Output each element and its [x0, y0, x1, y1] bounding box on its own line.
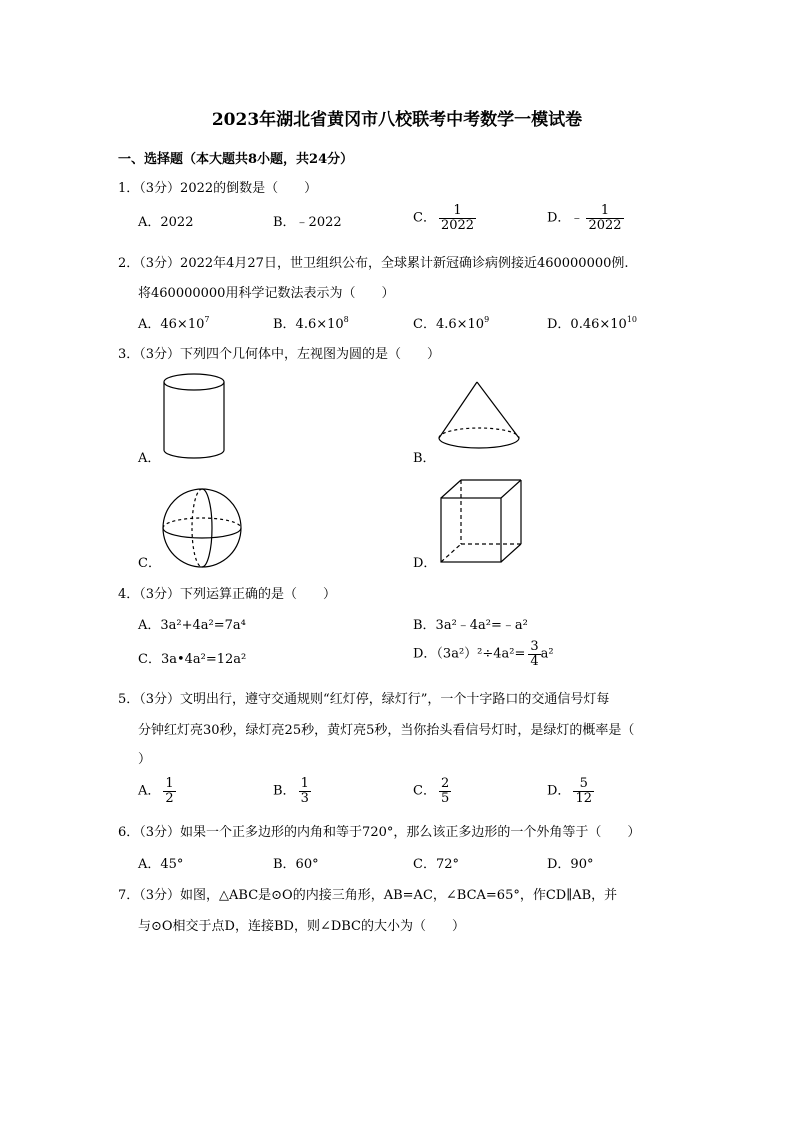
q4-option-c: C．3a•4a²=12a²	[138, 652, 247, 667]
q2-option-c	[413, 313, 489, 332]
q5-b-denominator: 3	[300, 790, 309, 806]
q1-option-d	[547, 204, 624, 232]
question-4-stem: 4．（3分）下列运算正确的是（ ）	[118, 587, 337, 602]
question-5-stem-line2: 分钟红灯亮30秒，绿灯亮25秒，黄灯亮5秒，当你抬头看信号灯时，是绿灯的概率是（	[138, 723, 635, 738]
q1-option-a: A．2022	[138, 215, 194, 230]
q2-d-exponent: 10	[626, 315, 637, 324]
question-3-stem: 3．（3分）下列四个几何体中，左视图为圆的是（ ）	[118, 347, 441, 362]
cube-figure	[437, 476, 527, 568]
question-6-stem: 6．（3分）如果一个正多边形的内角和等于720°，那么该正多边形的一个外角等于（ ）	[118, 825, 641, 840]
q4-d-fraction	[528, 640, 540, 668]
q2-option-a	[138, 313, 209, 332]
q1-option-c-label: C．	[413, 210, 436, 226]
q5-option-d	[547, 777, 594, 805]
q1-option-c	[413, 204, 476, 232]
q1-c-denominator: 2022	[440, 217, 475, 233]
page-title: 2023年湖北省黄冈市八校联考中考数学一模试卷	[211, 110, 583, 130]
q2-c-base: C．4.6×10	[413, 317, 485, 332]
question-5-stem-line1: 5．（3分）文明出行，遵守交通规则“红灯停，绿灯行”，一个十字路口的交通信号灯每	[118, 692, 610, 707]
q5-c-fraction	[439, 777, 451, 805]
question-7-stem-line2: 与⊙O相交于点D，连接BD，则∠DBC的大小为（ ）	[138, 919, 466, 934]
q5-a-numerator: 1	[165, 776, 174, 791]
q5-option-c	[413, 777, 451, 805]
q2-option-b	[273, 313, 349, 332]
q5-option-b	[273, 777, 311, 805]
q5-c-numerator: 2	[440, 776, 450, 791]
question-5-stem-line3: ）	[138, 752, 152, 767]
q2-a-base: A．46×10	[138, 317, 205, 332]
q2-a-exponent: 7	[204, 315, 210, 324]
question-7-stem-line1: 7．（3分）如图，△ABC是⊙O的内接三角形，AB=AC，∠BCA=65°，作CD∥AB，并	[118, 888, 618, 903]
q5-d-fraction	[573, 777, 594, 805]
q5-d-denominator: 12	[575, 790, 592, 806]
q1-option-b: B．﹣2022	[273, 215, 342, 230]
question-1-stem: 1．（3分）2022的倒数是（ ）	[118, 181, 318, 196]
q5-option-a	[138, 777, 176, 805]
q3-option-a-label: A．	[138, 451, 161, 466]
q5-b-fraction	[299, 777, 311, 805]
q5-b-numerator: 1	[300, 776, 309, 791]
q5-d-numerator: 5	[573, 777, 594, 792]
q4-d-right: a²	[540, 646, 554, 662]
q4-option-a: A．3a²+4a²=7a⁴	[138, 618, 246, 633]
q1-c-numerator: 1	[439, 204, 476, 219]
cone-figure	[435, 380, 525, 452]
q6-option-d: D．90°	[547, 857, 594, 872]
q1-option-c-fraction	[439, 204, 476, 232]
q2-b-base: B．4.6×10	[273, 317, 344, 332]
q1-option-d-label: D．﹣	[547, 210, 584, 226]
q6-option-a: A．45°	[138, 857, 184, 872]
q5-b-label: B．	[273, 783, 296, 799]
q4-option-d	[413, 640, 554, 668]
q2-b-exponent: 8	[343, 315, 349, 324]
q5-a-denominator: 2	[165, 790, 174, 806]
q1-d-numerator: 1	[586, 204, 623, 219]
q3-option-d-label: D．	[413, 556, 437, 571]
q2-option-d	[547, 313, 637, 332]
q5-a-label: A．	[138, 783, 161, 799]
q5-a-fraction	[163, 777, 175, 805]
q1-d-denominator: 2022	[588, 217, 622, 233]
q5-c-denominator: 5	[440, 790, 450, 806]
q4-d-left: D．（3a²）²÷4a²=	[413, 646, 526, 662]
q5-d-label: D．	[547, 783, 571, 799]
q3-option-c-label: C．	[138, 556, 161, 571]
q3-option-b-label: B．	[413, 451, 436, 466]
q4-d-denominator: 4	[530, 653, 539, 669]
sphere-figure	[160, 486, 246, 572]
q2-d-base: D．0.46×10	[547, 317, 627, 332]
q4-option-b: B．3a²﹣4a²=﹣a²	[413, 618, 528, 633]
q1-option-d-fraction	[586, 204, 623, 232]
question-2-stem-line1: 2．（3分）2022年4月27日，世卫组织公布，全球累计新冠确诊病例接近460000000例.	[118, 256, 629, 271]
q6-option-c: C．72°	[413, 857, 459, 872]
q5-c-label: C．	[413, 783, 436, 799]
section-heading: 一、选择题（本大题共8小题，共24分）	[118, 152, 354, 167]
cylinder-figure	[160, 372, 232, 464]
q6-option-b: B．60°	[273, 857, 319, 872]
q4-d-numerator: 3	[530, 639, 539, 654]
question-2-stem-line2: 将460000000用科学记数法表示为（ ）	[138, 286, 395, 301]
q2-c-exponent: 9	[484, 315, 490, 324]
